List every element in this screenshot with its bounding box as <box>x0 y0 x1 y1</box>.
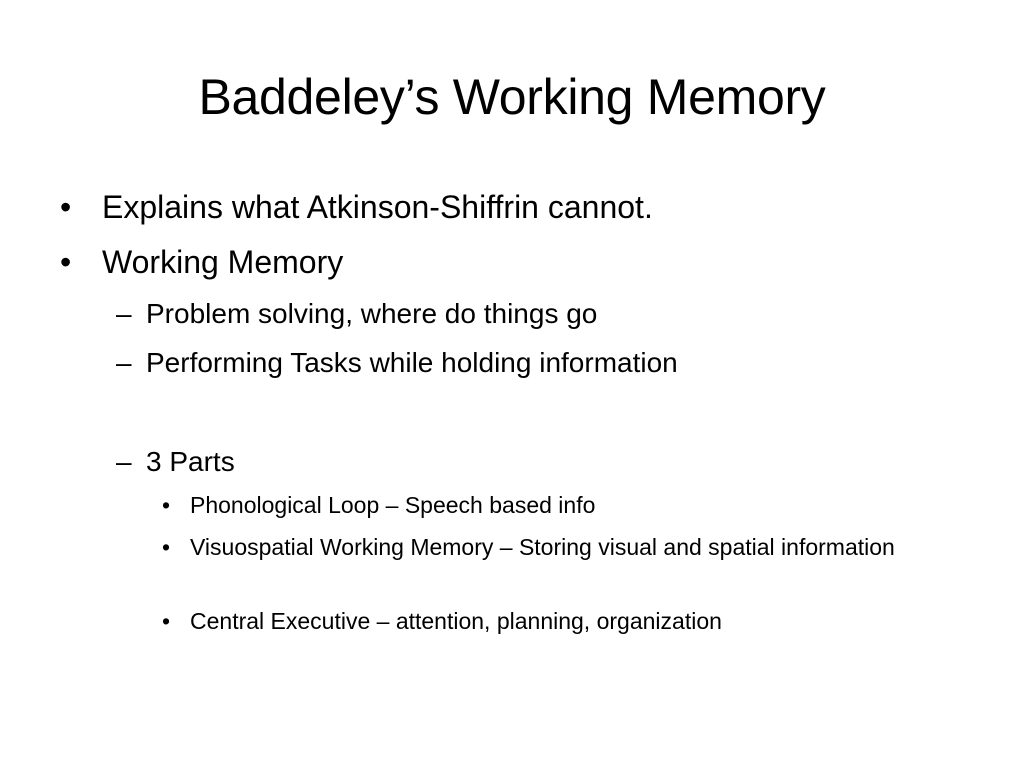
sub-bullet-text: Problem solving, where do things go <box>146 298 598 329</box>
sub-bullet-marker: – <box>116 446 132 477</box>
sub-sub-bullet-text: Phonological Loop – Speech based info <box>190 492 596 518</box>
bullet-marker: • <box>60 244 72 280</box>
bullet-text: Explains what Atkinson-Shiffrin cannot. <box>102 189 653 225</box>
slide-title: Baddeley’s Working Memory <box>198 69 826 125</box>
sub-sub-bullet-text: Central Executive – attention, planning, organization <box>190 608 722 634</box>
sub-bullet-marker: – <box>116 347 132 378</box>
sub-sub-bullet-marker: • <box>162 534 171 560</box>
bullet-text: Working Memory <box>102 244 344 280</box>
sub-bullet-text: 3 Parts <box>146 446 235 477</box>
sub-bullet-text: Performing Tasks while holding information <box>146 347 678 378</box>
sub-bullet-marker: – <box>116 298 132 329</box>
sub-sub-bullet-marker: • <box>162 608 171 634</box>
bullet-marker: • <box>60 189 72 225</box>
sub-sub-bullet-marker: • <box>162 492 171 518</box>
sub-sub-bullet-text: Visuospatial Working Memory – Storing visual and spatial information <box>190 534 895 560</box>
